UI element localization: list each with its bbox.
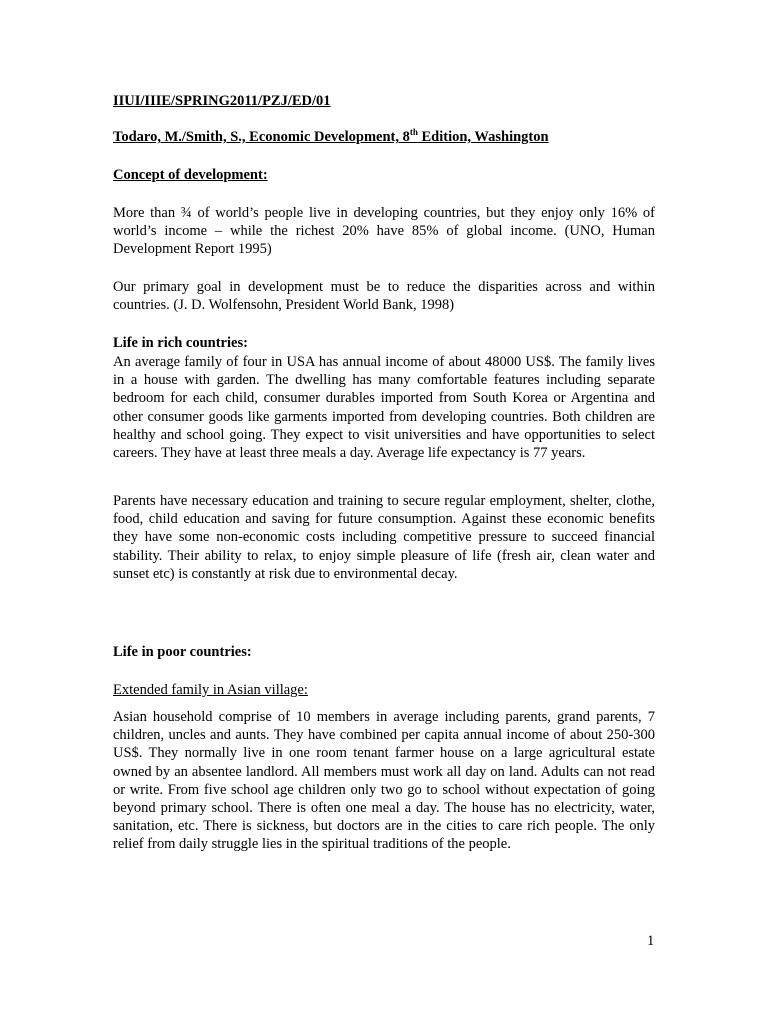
poor-paragraph-1: Asian household comprise of 10 members in average including parents, grand parents, 7 children, uncles and aunts. They have combined per capita annual income of about 250-300 US$. They normally live in one room tenant farmer house on a large agricultural estate owned by an absentee landlord. All members must work all day on land. Adults can not read or write. From five school age children only two go to school without expectation of going beyond primary school. There is often one meal a day. The house has no electricity, water, sanitation, etc. There is sickness, but doctors are in the cities to care rich people. The only relief from daily struggle lies in the spiritual traditions of the people.	[113, 709, 655, 853]
reference-prefix: Todaro, M./Smith, S., Economic Development, 8	[113, 129, 410, 145]
concept-heading: Concept of development:	[113, 167, 268, 183]
document-page	[113, 0, 655, 1024]
reference-citation	[113, 128, 549, 146]
concept-paragraph-2: Our primary goal in development must be to reduce the disparities across and within countries. (J. D. Wolfensohn, President World Bank, 1998)	[113, 279, 655, 314]
poor-subheading: Extended family in Asian village:	[113, 682, 308, 698]
poor-heading: Life in poor countries:	[113, 644, 252, 660]
course-code: IIUI/IIIE/SPRING2011/PZJ/ED/01	[113, 93, 331, 109]
rich-paragraph-2: Parents have necessary education and training to secure regular employment, shelter, clothe, food, child education and saving for future consumption. Against these economic benefits they have some non-economic costs including competitive pressure to succeed financial stability. Their ability to relax, to enjoy simple pleasure of life (fresh air, clean water and sunset etc) is constantly at risk due to environmental decay.	[113, 493, 655, 582]
rich-heading: Life in rich countries:	[113, 335, 248, 351]
reference-superscript: th	[409, 127, 418, 138]
page-number: 1	[647, 933, 655, 949]
reference-suffix: Edition, Washington	[417, 129, 549, 145]
rich-paragraph-1: An average family of four in USA has annual income of about 48000 US$. The family lives in a house with garden. The dwelling has many comfortable features including separate bedroom for each child, consumer durables imported from South Korea or Argentina and other consumer goods like garments imported from developing countries. Both children are healthy and school going. They expect to visit universities and have opportunities to select careers. They have at least three meals a day. Average life expectancy is 77 years.	[113, 354, 655, 462]
concept-paragraph-1: More than ¾ of world’s people live in developing countries, but they enjoy only 16% of world’s income – while the richest 20% have 85% of global income. (UNO, Human Development Report 1995)	[113, 205, 655, 258]
